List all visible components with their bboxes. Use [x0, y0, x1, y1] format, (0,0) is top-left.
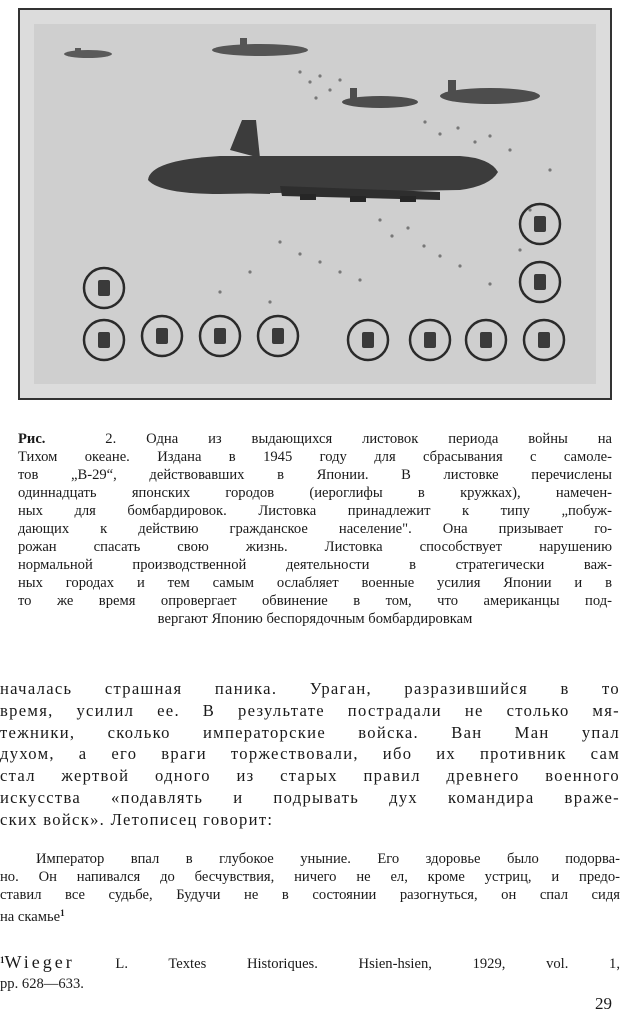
body-line-2: время, усилил ее. В результате пострадали не столько мя-: [0, 700, 620, 720]
quote-line-2: но. Он напивался до бесчувствия, ничего не ел, кроме устриц, и предо-: [0, 869, 620, 885]
footnote-reference[interactable]: 1: [60, 908, 65, 918]
leaflet-photograph: [18, 8, 612, 400]
body-line-4: духом, а его враги торжествовали, ибо их противник сам: [0, 744, 620, 764]
page-number: 29: [595, 994, 612, 1013]
caption-line-11: вергают Японию беспорядочным бомбардировкам: [157, 611, 473, 627]
chronicle-quote: [0, 850, 620, 926]
body-line-7: ских войск». Летописец говорит:: [0, 809, 274, 829]
caption-line-5: ных для бомбардировок. Листовка принадлежит к типу „побуж-: [18, 503, 612, 519]
quote-line-4: на скамье$^1$: [0, 908, 65, 925]
caption-line-6: дающих к действию гражданское население". Она призывает го-: [18, 521, 612, 537]
figure-caption: [18, 430, 612, 628]
caption-line-8: нормальной производственной деятельности в стратегически важ-: [18, 557, 612, 573]
quote-line-1: Император впал в глубокое уныние. Его здоровье было подорва-: [36, 851, 620, 867]
caption-line-3: тов „В-29“, действовавших в Японии. В листовке перечислены: [18, 467, 612, 483]
caption-line-9: ных городах и тем самым ослабляет военные усилия Японии и в: [18, 575, 612, 591]
caption-line-2: Тихом океане. Издана в 1945 году для сбрасывания с самоле-: [18, 449, 612, 465]
footnote: [0, 950, 620, 994]
caption-line-7: рожан спасать свою жизнь. Листовка способствует нарушению: [18, 539, 612, 555]
footnote-author: Wieger: [4, 952, 75, 972]
footnote-mark: 1: [0, 955, 5, 965]
body-paragraph: [0, 678, 620, 831]
caption-line-10: то же время опровергает обвинение в том, что американцы под-: [18, 593, 612, 609]
body-line-5: стал жертвой одного из старых правил древнего военного: [0, 766, 620, 786]
body-line-1: началась страшная паника. Ураган, разразившийся в то: [0, 679, 620, 698]
caption-line-4: одиннадцать японских городов (иероглифы в кружках), намечен-: [18, 485, 612, 501]
caption-label: Рис.: [18, 431, 46, 447]
quote-line-3: ставил все судьбе, Будучи не в состоянии разогнуться, он спал сидя: [0, 887, 620, 903]
footnote-line-1: [0, 950, 620, 974]
leaflet-illustration: [20, 10, 610, 398]
footnote-line-2: pp. 628—633.: [0, 976, 84, 992]
body-line-3: тежники, сколько императорские войска. Ван Ман упал: [0, 722, 620, 742]
body-line-6: искусства «подавлять и подрывать дух командира враже-: [0, 787, 620, 807]
footnote-source: L. Textes Historiques. Hsien-hsien, 1929, vol. 1,: [115, 956, 620, 972]
caption-line-1: Рис. 2. Одна из выдающихся листовок периода войны на: [18, 431, 613, 447]
